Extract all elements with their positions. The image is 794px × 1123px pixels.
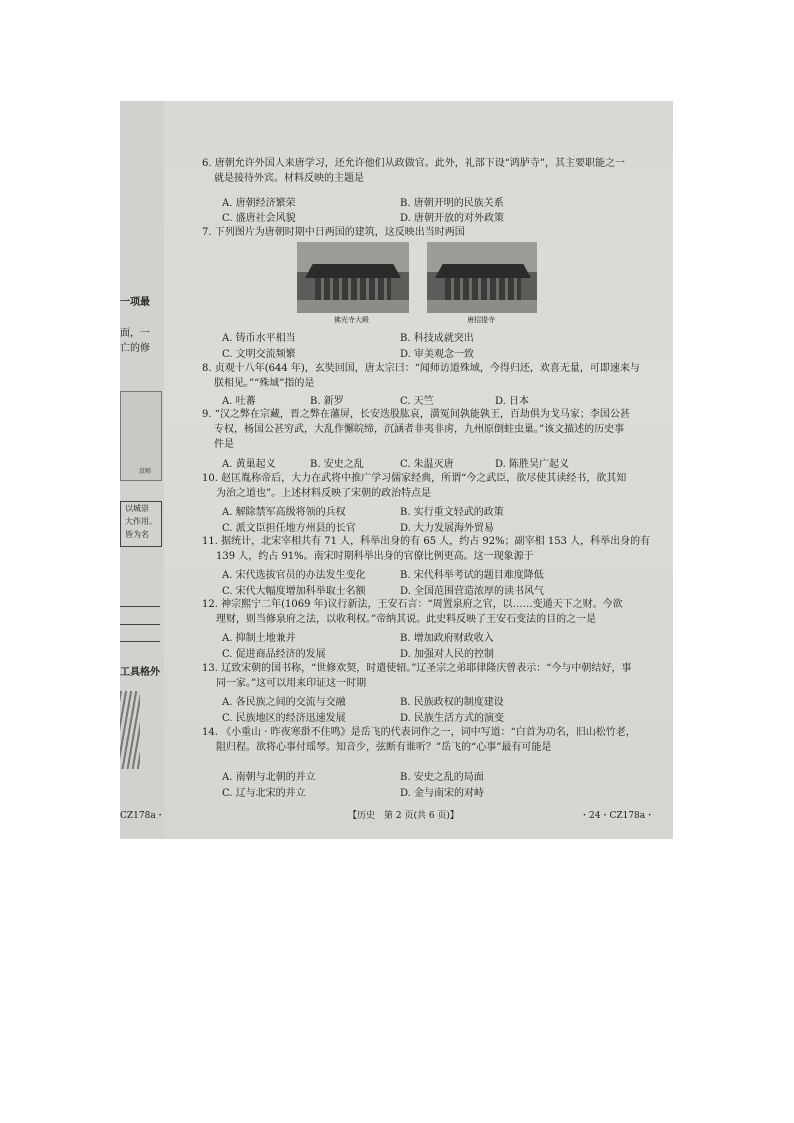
option-c: C. 朱温灭唐	[400, 459, 454, 470]
page-footer: 【历史 第 2 页(共 6 页)】	[348, 811, 459, 821]
foguang-temple-photo	[297, 242, 409, 313]
option-d: D. 金与南宋的对峙	[400, 788, 485, 799]
note-box	[120, 501, 162, 547]
question-10	[202, 471, 626, 501]
photo-caption: 佛光寺大殿	[334, 316, 369, 324]
option-d: D. 审美观念一致	[400, 349, 475, 360]
option-a: A. 抑制土地兼并	[222, 633, 296, 644]
edge-text: 一项最	[120, 297, 150, 308]
note-text: 大作用。	[125, 517, 157, 526]
option-c: C. 宋代大幅度增加科举取士名额	[222, 586, 366, 597]
edge-text: 工具格外	[120, 667, 160, 678]
option-c: C. 盛唐社会风貌	[222, 213, 296, 224]
option-a: A. 各民族之间的交流与交融	[222, 697, 346, 708]
option-b: B. 增加政府财政收入	[400, 633, 494, 644]
map-image	[120, 391, 162, 481]
option-a: A. 吐蕃	[222, 396, 256, 407]
option-d: D. 日本	[495, 396, 530, 407]
question-text: 就是接待外宾。材料反映的主题是	[214, 173, 364, 184]
question-text: 14. 《小重山 · 昨夜寒蛩不住鸣》是岳飞的代表词作之一，词中写道：“白首为功名，旧山松竹老，	[202, 727, 636, 738]
toshodaiji-photo	[427, 242, 537, 313]
option-d: D. 加强对人民的控制	[400, 649, 495, 660]
previous-page-edge	[120, 101, 164, 839]
option-c: C. 文明交流频繁	[222, 349, 296, 360]
edge-text: 面，一	[120, 328, 150, 339]
option-b: B. 民族政权的制度建设	[400, 697, 504, 708]
page-code: ・24・CZ178a・	[580, 811, 655, 821]
option-d: D. 唐朝开放的对外政策	[400, 213, 505, 224]
option-b: B. 安史之乱的局面	[400, 772, 484, 783]
question-text: 同一家。”这可以用来印证这一时期	[216, 678, 367, 689]
map-label: 京师	[139, 468, 152, 475]
divider	[120, 606, 160, 607]
question-text: 10. 赵匡胤称帝后，大力在武将中推广学习儒家经典，所谓“今之武臣，欲尽使其读经书，欲其知	[202, 473, 627, 484]
option-d: D. 全国范围营造浓厚的读书风气	[400, 586, 545, 597]
option-b: B. 科技成就突出	[400, 333, 474, 344]
option-b: B. 实行重文轻武的政策	[400, 507, 504, 518]
note-text: 以城崇	[125, 504, 149, 513]
option-c: C. 促进商品经济的发展	[222, 649, 326, 660]
option-b: B. 宋代科举考试的题目难度降低	[400, 570, 544, 581]
photo-caption: 唐招提寺	[467, 316, 495, 324]
option-d: D. 民族生活方式的演变	[400, 713, 505, 724]
option-b: B. 安史之乱	[310, 459, 364, 470]
exam-page-photo	[120, 101, 673, 839]
question-text: 139 人，约占 91%。南宋时期科举出身的官僚比例更高。这一现象源于	[216, 551, 534, 562]
question-14	[202, 725, 636, 755]
option-a: A. 宋代选拔官员的办法发生变化	[222, 570, 366, 581]
edge-text: 亡的修	[120, 343, 150, 354]
question-text: 9. “汉之弊在宗藏，晋之弊在藩屏，长安迭股肱哀，潢冤间孰能孰王，百劫俱为戈马家；李国公甚	[202, 409, 630, 420]
question-text: 8. 贞观十八年(644 年)，玄奘回国，唐太宗曰：“闻师访道殊域，今得归还，欢喜无量，可即速来与	[202, 363, 640, 374]
option-d: D. 陈胜吴广起义	[495, 459, 570, 470]
question-9	[202, 407, 630, 452]
option-a: A. 黄巢起义	[222, 459, 276, 470]
question-13	[202, 661, 631, 691]
question-text: 7. 下列图片为唐朝时期中日两国的建筑，这反映出当时两国	[202, 227, 465, 238]
note-text: 皆为名	[125, 530, 149, 539]
edge-footer: CZ178a・	[120, 811, 165, 821]
question-6	[202, 156, 625, 186]
question-text: 12. 神宗熙宁二年(1069 年)议行新法，王安石言：“周置泉府之官，以……变通天下之财。今欲	[202, 599, 623, 610]
question-text: 理财，则当修泉府之法，以收利权。”帝纳其说。此史料反映了王安石变法的目的之一是	[216, 614, 597, 625]
question-text: 6. 唐朝允许外国人来唐学习，还允许他们从政做官。此外，礼部下设“鸿胪寺”，其主要职能之一	[202, 158, 625, 169]
question-text: 朕相见。”“殊域”指的是	[214, 378, 315, 389]
divider	[120, 641, 160, 642]
option-d: D. 大力发展海外贸易	[400, 523, 495, 534]
question-12	[202, 597, 623, 627]
question-text: 件是	[214, 439, 234, 450]
question-text: 11. 据统计，北宋宰相共有 71 人，科举出身的有 65 人，约占 92%；副宰相 153 人，科举出身的有	[202, 536, 651, 547]
question-11	[202, 534, 650, 564]
question-text: 阻归程。欲将心事付瑶琴。知音少，弦断有谁听？”岳飞的“心事”最有可能是	[216, 742, 552, 753]
question-7	[202, 225, 465, 240]
option-a: A. 铸币水平相当	[222, 333, 296, 344]
option-c: C. 派文臣担任地方州县的长官	[222, 523, 356, 534]
option-b: B. 新罗	[310, 396, 344, 407]
divider	[120, 624, 160, 625]
option-b: B. 唐朝开明的民族关系	[400, 198, 504, 209]
option-c: C. 辽与北宋的并立	[222, 788, 306, 799]
question-8	[202, 361, 640, 391]
option-c: C. 民族地区的经济迅速发展	[222, 713, 346, 724]
question-text: 为治之道也”。上述材料反映了宋朝的政治特点是	[216, 488, 432, 499]
option-c: C. 天竺	[400, 396, 434, 407]
option-a: A. 南朝与北朝的并立	[222, 772, 316, 783]
question-text: 专权，杨国公甚穷武，大乱作懈皖缔，沉涵者非夷非虏，九州原倒蛀虫巢。”该文描述的历史事	[214, 424, 625, 435]
craft-image	[120, 691, 140, 769]
option-a: A. 唐朝经济繁荣	[222, 198, 296, 209]
question-text: 13. 辽致宋朝的国书称，“世修欢契，时遣使轺。”辽圣宗之弟耶律隆庆曾表示：“今与中朝结好，事	[202, 663, 632, 674]
option-a: A. 解除禁军高级将领的兵权	[222, 507, 346, 518]
